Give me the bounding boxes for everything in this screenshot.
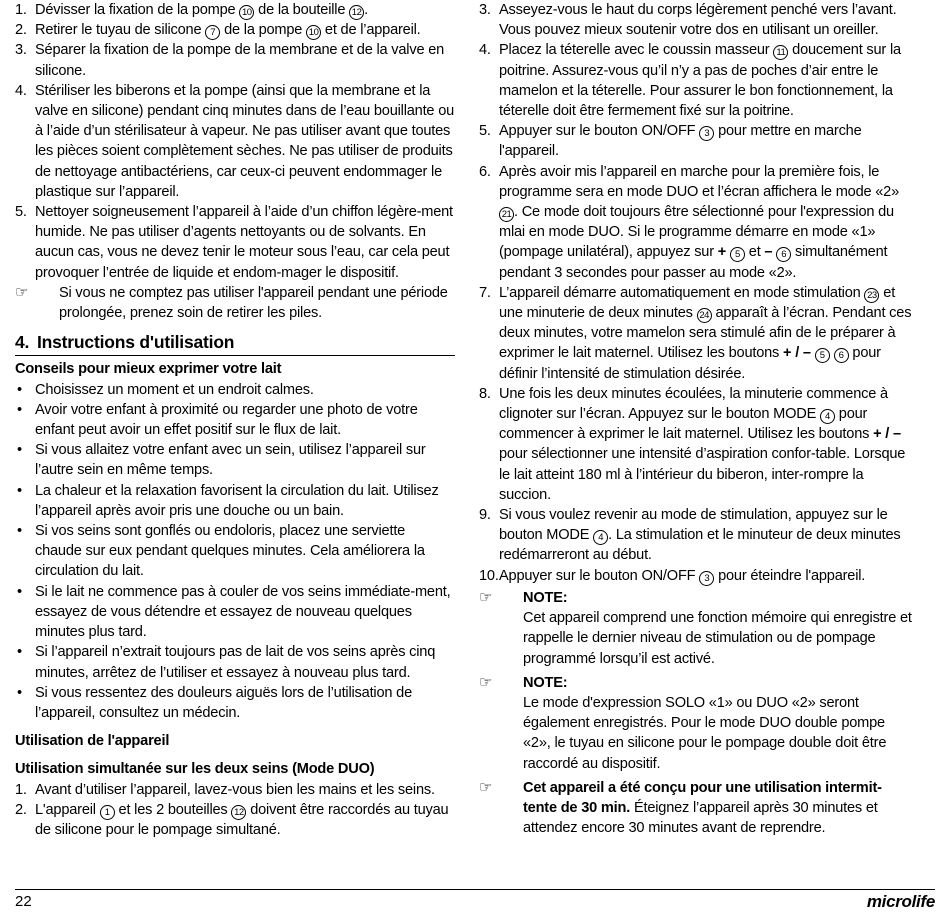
note-piles-text: Si vous ne comptez pas utiliser l'appareil pendant une période prolongée, prenez soin de retirer les piles. [59,284,448,322]
callout-number-icon: 5 [815,348,830,363]
list-item-number: 7. [479,284,491,301]
list-item [479,40,914,121]
list-item-number: 2. [15,22,27,39]
callout-number-icon: 24 [697,308,712,323]
list-item-number: 4. [15,82,27,99]
bullet-text: Si vous ressentez des douleurs aiguës lors de l’utilisation de l’appareil, consultez un médecin. [35,684,412,721]
note-intermittent-text: Éteignez l’appareil après 30 minutes et attendez encore 30 minutes avant de reprendre. [523,799,878,837]
list-item-number: 2. [15,801,27,818]
note-mode [479,673,914,774]
callout-number-icon: 5 [730,247,745,262]
note-piles [15,283,455,323]
usage-steps-list [479,0,914,586]
callout-number-icon: 23 [864,288,879,303]
cleaning-steps-list [15,0,455,283]
utilisation-heading: Utilisation de l'appareil [15,733,170,750]
callout-number-icon: 11 [773,45,788,60]
list-item-number: 1. [15,781,27,798]
note-memory-text: Cet appareil comprend une fonction mémoire qui enregistre et rappelle le dernier niveau de stimulation ou de pompage programmé lorsqu’il est activé. [523,610,912,667]
list-item-text: Nettoyer soigneusement l’appareil à l’aide d’un chiffon légère-ment humide. Ne pas utiliser d’agents nettoyants ou de solvants. En aucun cas, vous ne devez tenir le moteur sous l’eau, car cela peut provoquer l’entrée de liquide et endom-mager le dispositif. [35,204,453,281]
callout-number-icon: 12 [231,805,246,820]
list-item-number: 1. [15,2,27,18]
section-title: Instructions d'utilisation [37,332,235,353]
list-item-text: Si vous voulez revenir au mode de stimulation, appuyez sur le bouton MODE 4 . La stimulation et le minuteur de deux minutes redémarreront au début. [499,507,901,564]
list-item [15,20,455,40]
bullet-icon: • [17,482,22,499]
bullet-text: Si le lait ne commence pas à couler de vos seins immédiate-ment, essayez de vous détendre et essayez de nouveau quelques minutes plus tard. [35,583,451,641]
list-item [479,0,914,40]
bullet-item [15,400,455,440]
list-item-text: L’appareil démarre automatiquement en mode stimulation 23 et une minuterie de deux minutes 24 apparaît à l’écran. Pendant ces deux minutes, votre mamelon sera stimulé afin de le préparer à exprimer le lait maternel. Utilisez les boutons + / – 5 6 pour définir l’intensité de stimulation désirée. [499,284,912,382]
list-item [15,40,455,80]
bullet-text: Si vos seins sont gonflés ou endoloris, placez une serviette chaude sur eux pendant quelques minutes. Cela améliorera la circulation du lait. [35,523,425,580]
bullet-icon: • [17,583,22,600]
note-intermittent [479,778,914,839]
list-item-number: 3. [15,42,27,59]
pointing-hand-icon: ☞ [479,588,493,606]
callout-number-icon: 3 [699,571,714,586]
list-item-text: Une fois les deux minutes écoulées, la minuterie commence à clignoter sur l’écran. Appuyez sur le bouton MODE 4 pour commencer à exprimer le lait maternel. Utilisez les boutons + / – pour sélectionner une intensité d’aspiration confor-table. Lorsque le lait atteint 180 ml à l’intérieur du biberon, inter-rompre la succion. [499,385,906,503]
button-symbol: + / – [783,345,811,362]
bullet-item [15,380,455,400]
note-memory-title: NOTE: [523,589,568,606]
bullet-item [15,521,455,582]
button-symbol: + [717,244,727,261]
bullet-icon: • [17,644,22,661]
note-mode-text: Le mode d'expression SOLO «1» ou DUO «2» seront également enregistrés. Pour le mode DUO double pompe «2», le tuyau en silicone pour le pompage double doit être raccordé au dispositif. [523,694,887,772]
duo-steps-list [15,780,455,841]
bullet-icon: • [17,401,22,418]
bullet-item [15,440,455,480]
list-item-text: L'appareil 1 et les 2 bouteilles 12 doivent être raccordés au tuyau de silicone pour le pompage simultané. [35,801,449,838]
list-item-number: 8. [479,385,491,402]
list-item [479,162,914,283]
bullet-icon: • [17,442,22,459]
list-item-text: Placez la téterelle avec le coussin masseur 11 doucement sur la poitrine. Assurez-vous qu’il n’y a pas de poches d’air entre le mamelon et la téterelle. Pour assurer le bon fonctionnement, la téterelle doit être fermement fixé sur la poitrine. [499,42,901,120]
bullet-item [15,683,455,723]
note-intermittent-bold: Cet appareil a été conçu pour une utilisation intermit-tente de 30 min. [523,779,882,816]
bullet-text: Choisissez un moment et un endroit calmes. [35,381,314,398]
list-item-number: 4. [479,42,491,59]
bullet-text: Si l’appareil n’extrait toujours pas de lait de vos seins après cinq minutes, arrêtez de l’utiliser et essayez à nouveau plus tard. [35,644,436,681]
list-item [15,0,455,20]
callout-number-icon: 3 [699,126,714,141]
brand-logo: microlife [866,892,935,911]
list-item [15,780,455,800]
page-number: 22 [15,893,32,910]
list-item-text: Appuyer sur le bouton ON/OFF 3 pour éteindre l'appareil. [499,567,866,584]
conseils-list [15,380,455,723]
footer-rule [15,889,935,890]
callout-number-icon: 6 [834,348,849,363]
callout-number-icon: 12 [349,5,364,20]
list-item [479,283,914,384]
list-item [479,384,914,505]
bullet-icon: • [17,523,22,540]
bullet-item [15,642,455,682]
list-item-number: 5. [479,123,491,140]
callout-number-icon: 4 [820,409,835,424]
list-item-text: Avant d’utiliser l’appareil, lavez-vous bien les mains et les seins. [35,781,435,798]
list-item [479,121,914,161]
list-item [15,202,455,283]
button-symbol: + / – [873,426,901,443]
list-item [15,81,455,202]
list-item-text: Asseyez-vous le haut du corps légèrement penché vers l’avant. Vous pouvez mieux soutenir votre dos en utilisant un oreiller. [499,2,897,39]
bullet-text: Si vous allaitez votre enfant avec un sein, utilisez l’appareil sur l’autre sein en même temps. [35,442,426,479]
list-item [479,566,914,586]
callout-number-icon: 10 [239,5,254,20]
note-memory [479,588,914,669]
list-item-text: Dévisser la fixation de la pompe 10 de la bouteille 12 . [35,2,368,18]
list-item-text: Retirer le tuyau de silicone 7 de la pompe 10 et de l’appareil. [35,22,421,39]
list-item-text: Stériliser les biberons et la pompe (ainsi que la membrane et la valve en silicone) pendant cinq minutes dans de l’eau bouillante ou à l’aide d’un stérilisateur à vapeur. Ne pas utiliser avant que toutes les pièces soient complètement sèches. Ne pas utiliser de produits de nettoyage antibactériens, car ceux-ci peuvent endommager le plastique sur l’appareil. [35,82,455,200]
callout-number-icon: 7 [205,25,220,40]
bullet-text: Avoir votre enfant à proximité ou regarder une photo de votre enfant peut avoir un effet positif sur le flux de lait. [35,401,418,439]
section-heading [15,332,455,356]
duo-heading: Utilisation simultanée sur les deux seins (Mode DUO) [15,761,375,778]
list-item-number: 6. [479,163,491,180]
list-item-text: Séparer la fixation de la pompe de la membrane et de la valve en silicone. [35,42,445,79]
section-number: 4. [15,332,30,353]
bullet-item [15,582,455,643]
left-column [15,0,455,840]
callout-number-icon: 21 [499,207,514,222]
list-item-number: 9. [479,507,491,524]
pointing-hand-icon: ☞ [479,673,493,691]
right-column [479,0,914,838]
note-mode-title: NOTE: [523,674,568,691]
pointing-hand-icon: ☞ [15,283,29,301]
button-symbol: – [764,244,773,261]
callout-number-icon: 4 [593,530,608,545]
callout-number-icon: 1 [100,805,115,820]
callout-number-icon: 6 [776,247,791,262]
bullet-icon: • [17,684,22,701]
bullet-icon: • [17,381,22,398]
bullet-text: La chaleur et la relaxation favorisent la circulation du lait. Utilisez l’appareil après avoir pris une douche ou un bain. [35,482,439,519]
list-item-number: 3. [479,2,491,18]
bullet-item [15,481,455,521]
list-item [15,800,455,840]
list-item-number: 10. [479,567,499,584]
list-item-text: Appuyer sur le bouton ON/OFF 3 pour mettre en marche l'appareil. [499,123,862,160]
callout-number-icon: 10 [306,25,321,40]
list-item-number: 5. [15,204,27,221]
list-item-text: Après avoir mis l’appareil en marche pour la première fois, le programme sera en mode DUO et l’écran affichera le mode «2» 21 . Ce mode doit toujours être sélectionné pour l'expression du mlai en mode DUO. Si le programme démarre en mode «1» (pompage unilatéral), appuyez sur + 5 et – 6 simultanément pendant 3 secondes pour passer au mode «2». [499,163,900,281]
list-item [479,505,914,566]
pointing-hand-icon: ☞ [479,778,493,796]
conseils-heading: Conseils pour mieux exprimer votre lait [15,361,282,378]
